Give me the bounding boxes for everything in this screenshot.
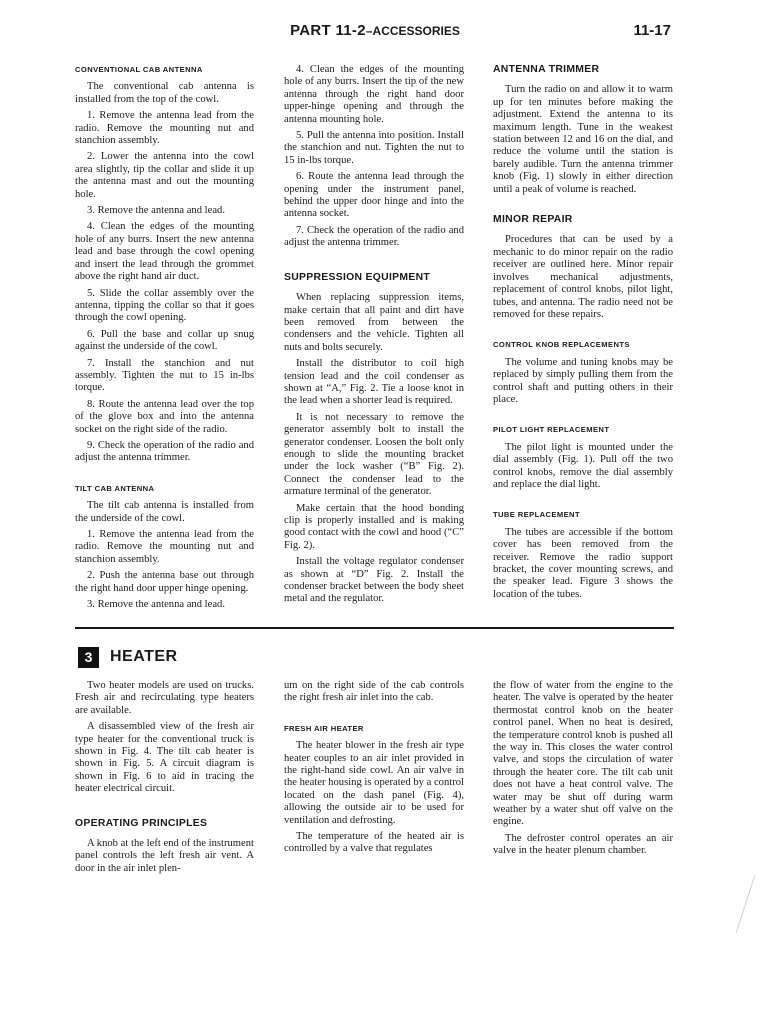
paragraph: Make certain that the hood bonding clip is properly installed and is making good contact with the cowl and hood (“C” Fig. 2). xyxy=(284,502,464,551)
paragraph: The heater blower in the fresh air type heater couples to an air inlet provided in the right-hand side cowl. An air valve in the heater housing is operated by a control located on the dash panel (Fig. 4), allowing the outside air to be used for ventilation and defrosting. xyxy=(284,740,464,826)
top-column-2 xyxy=(284,64,464,610)
paragraph: the flow of water from the engine to the heater. The valve is operated by the heater thermostat control knob on the heater control panel. When no heat is desired, the temperature control knob is pushed all the way in. This closes the water control valve, and stops the circulation of water through the heater core. The tilt cab unit does not have a heat control valve. The water may be shut off during warm weather by a water shut off valve on the engine. xyxy=(493,680,673,828)
heater-column-1 xyxy=(75,680,254,879)
step: 1. Remove the antenna lead from the radio. Remove the mounting nut and stanchion assembly. xyxy=(75,110,254,147)
paragraph: The conventional cab antenna is installed from the top of the cowl. xyxy=(75,81,254,105)
paragraph: The defroster control operates an air valve in the heater plenum chamber. xyxy=(493,832,673,857)
antenna-trimmer-heading: ANTENNA TRIMMER xyxy=(493,64,600,75)
step: 5. Pull the antenna into position. Install the stanchion and nut. Tighten the nut to 15 in-lbs torque. xyxy=(284,130,464,166)
heater-column-3 xyxy=(493,680,673,862)
heater-section-heading xyxy=(78,645,178,669)
step: 4. Clean the edges of the mounting hole of any burrs. Insert the new antenna lead and base through the cowl opening and insert the lead through the grommet above the right hand air duct. xyxy=(75,221,254,283)
page-header xyxy=(75,22,675,46)
top-column-3 xyxy=(493,64,673,605)
suppression-equipment-heading: SUPPRESSION EQUIPMENT xyxy=(284,271,431,283)
paragraph: It is not necessary to remove the generator assembly bolt to install the generator condenser. Loosen the bolt only enough to slide the mounting bracket under the lock washer (“B” Fig. 2). Connect the condenser lead to the armature terminal of the generator. xyxy=(284,411,464,498)
step: 4. Clean the edges of the mounting hole of any burrs. Insert the tip of the new antenna through the right hand door upper-hinge opening and through the antenna mounting hole. xyxy=(284,64,464,125)
paragraph: Two heater models are used on trucks. Fresh air and recirculating type heaters are available. xyxy=(75,680,254,716)
step: 3. Remove the antenna and lead. xyxy=(87,599,225,611)
minor-repair-heading: MINOR REPAIR xyxy=(493,214,573,226)
paragraph: The temperature of the heated air is controlled by a valve that regulates xyxy=(284,831,464,855)
paragraph: um on the right side of the cab controls the right fresh air inlet into the cab. xyxy=(284,680,464,704)
tube-replacement-heading: TUBE REPLACEMENT xyxy=(493,510,580,520)
paragraph: The volume and tuning knobs may be replaced by simply pulling them from the control shaft and putting others in their place. xyxy=(493,356,673,405)
page-number: 11-17 xyxy=(633,22,671,39)
paragraph: The tubes are accessible if the bottom cover has been removed from the receiver. Remove the radio support bracket, the cover mounting screws, and the speaker lead. Figure 3 shows the location of the tubes. xyxy=(493,526,673,600)
fresh-air-heater-heading: FRESH AIR HEATER xyxy=(284,723,364,733)
step: 8. Route the antenna lead over the top of the glove box and into the antenna socket on the right side of the radio. xyxy=(75,398,254,435)
paragraph: Turn the radio on and allow it to warm up for ten minutes before making the adjustment. Extend the antenna to its maximum length. Tune in the weakest station between 12 and 16 on the dial, and reduce the volume until the station is barely audible. Turn the antenna trimmer knob (Fig. 1) slowly in either direction until a peak of volume is reached. xyxy=(493,84,673,195)
step: 2. Push the antenna base out through the right hand door upper hinge opening. xyxy=(75,570,254,594)
running-title xyxy=(75,22,675,39)
operating-principles-heading: OPERATING PRINCIPLES xyxy=(75,817,208,829)
section-title: HEATER xyxy=(110,648,178,665)
step: 1. Remove the antenna lead from the radio. Remove the mounting nut and stanchion assembly. xyxy=(75,529,254,565)
top-column-1 xyxy=(75,64,254,615)
step: 6. Pull the base and collar up snug against the underside of the cowl. xyxy=(75,328,254,353)
paragraph: Procedures that can be used by a mechanic to do minor repair on the radio receiver are outlined here. Minor repair involves mechanical adjustments, replacement of control knobs, pilot light, tubes, and antenna. The radio need not be removed for these repairs. xyxy=(493,234,673,320)
paragraph: The tilt cab antenna is installed from the underside of the cowl. xyxy=(75,500,254,524)
margin-pencil-mark xyxy=(736,875,755,932)
paragraph: Install the distributor to coil high tension lead and the coil condenser as shown at “A,” Fig. 2. Tie a loose knot in the lead when a shorter lead is required. xyxy=(284,358,464,407)
paragraph: A knob at the left end of the instrument panel controls the left fresh air vent. A door in the air inlet plen- xyxy=(75,838,254,874)
pilot-light-replacement-heading: PILOT LIGHT REPLACEMENT xyxy=(493,425,610,435)
heater-column-2 xyxy=(284,680,464,860)
conventional-cab-antenna-heading: CONVENTIONAL CAB ANTENNA xyxy=(75,65,203,74)
step: 2. Lower the antenna into the cowl area slightly, tip the collar and slide it up the antenna mast and out the mounting hole. xyxy=(75,151,254,200)
step: 5. Slide the collar assembly over the antenna, tipping the collar so that it goes through the cowl opening. xyxy=(75,287,254,324)
part-subtitle: –ACCESSORIES xyxy=(365,24,460,38)
tilt-cab-antenna-heading: TILT CAB ANTENNA xyxy=(75,483,155,493)
step: 3. Remove the antenna and lead. xyxy=(87,205,225,217)
paragraph: The pilot light is mounted under the dial assembly (Fig. 1). Pull off the two control knobs, remove the dial assembly and replace the dial light. xyxy=(493,441,673,490)
step: 7. Check the operation of the radio and adjust the antenna trimmer. xyxy=(284,224,464,249)
part-label: PART 11-2 xyxy=(290,22,366,39)
section-divider xyxy=(75,627,674,629)
step: 7. Install the stanchion and nut assembly. Tighten the nut to 15 in-lbs torque. xyxy=(75,357,254,394)
section-number-badge: 3 xyxy=(78,647,99,668)
step: 9. Check the operation of the radio and adjust the antenna trimmer. xyxy=(75,439,254,464)
step: 6. Route the antenna lead through the opening under the instrument panel, behind the upper door hinge and into the antenna socket. xyxy=(284,171,464,220)
control-knob-replacements-heading: CONTROL KNOB REPLACEMENTS xyxy=(493,340,630,350)
paragraph: When replacing suppression items, make certain that all paint and dirt have been removed from between the condensers and the vehicle. Tighten all nuts and bolts securely. xyxy=(284,292,464,353)
paragraph: Install the voltage regulator condenser as shown at “D” Fig. 2. Install the condenser bracket between the body sheet metal and the regulator. xyxy=(284,556,464,605)
paragraph: A disassembled view of the fresh air type heater for the conventional truck is shown in Fig. 4. The tilt cab heater is shown in Fig. 5. A circuit diagram is shown in Fig. 6 to aid in tracing the heater electrical circuit. xyxy=(75,721,254,795)
